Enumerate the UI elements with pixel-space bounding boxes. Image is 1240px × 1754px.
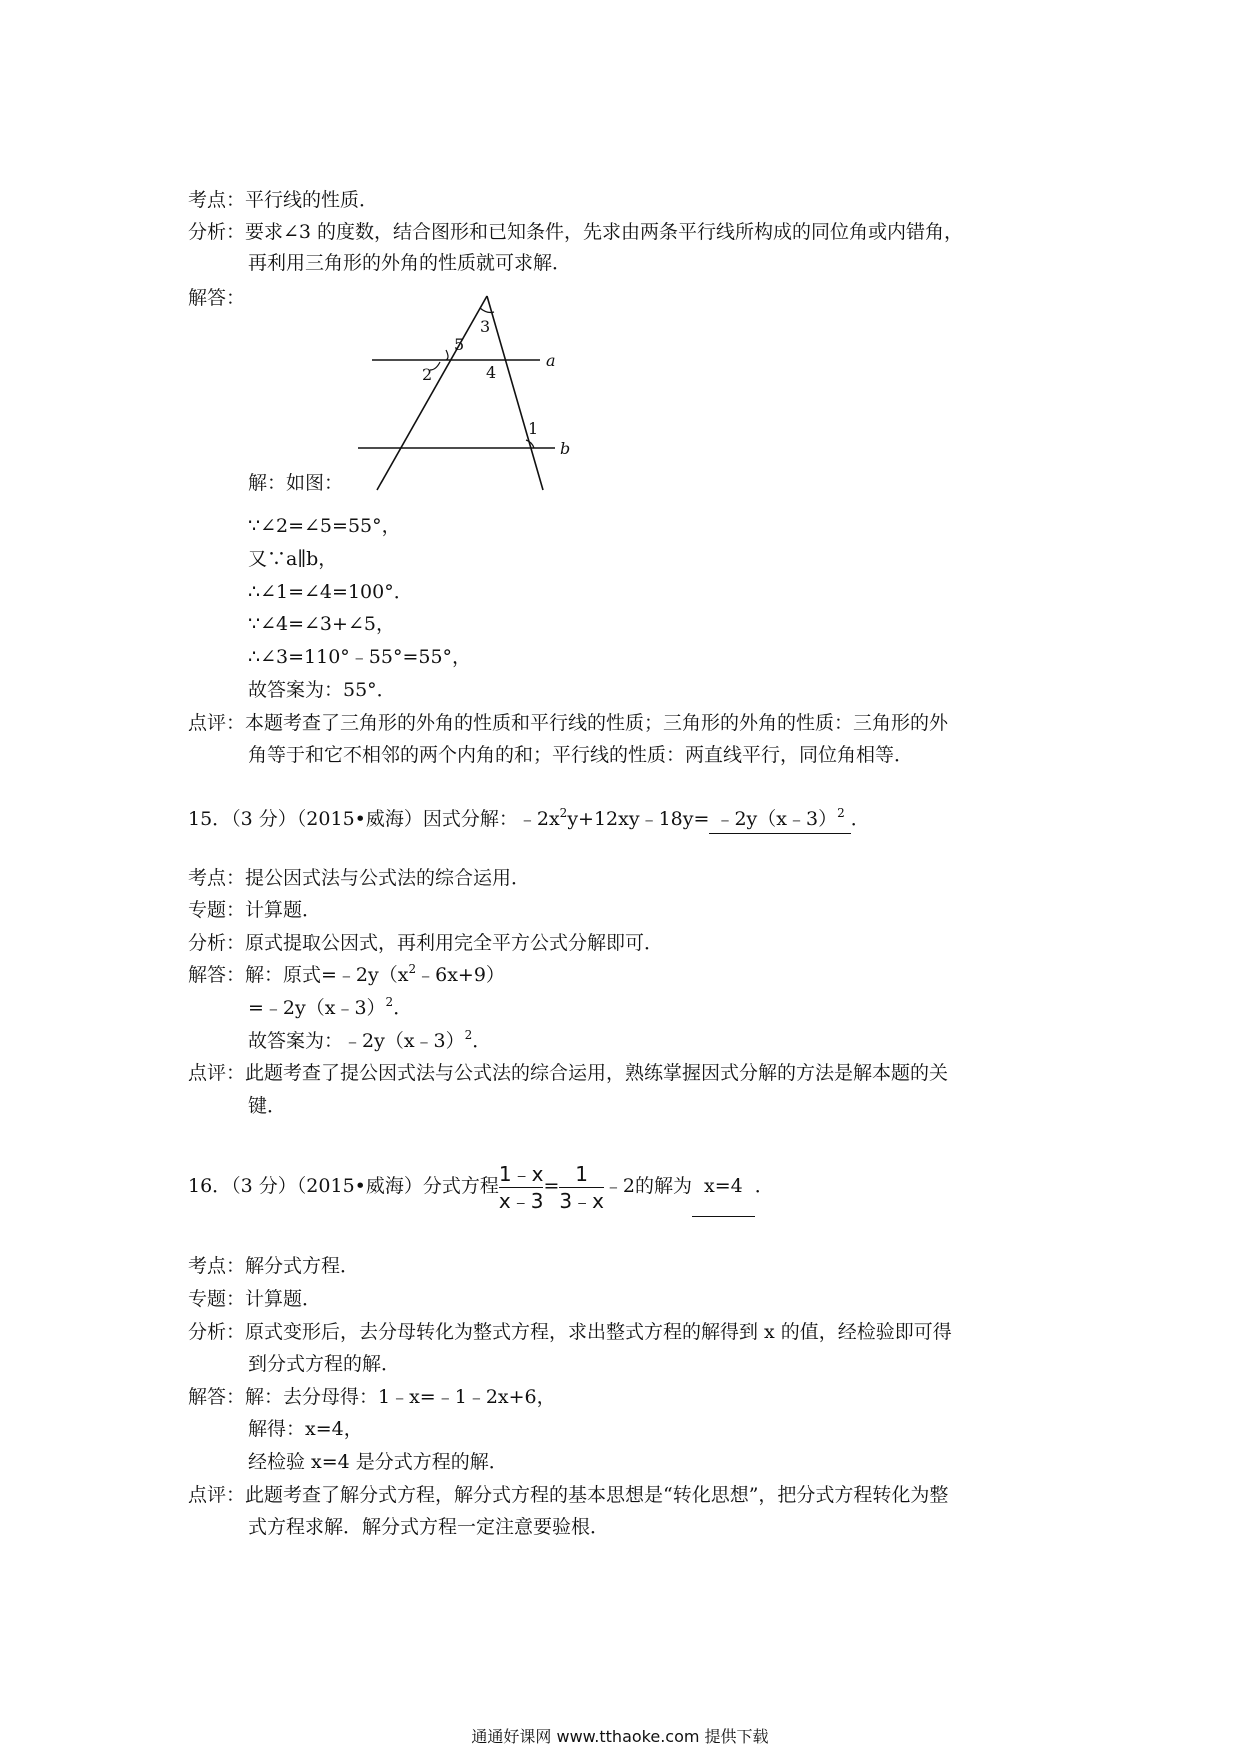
q16-dianping-line2: 式方程求解．解分式方程一定注意要验根． <box>248 1516 610 1538</box>
q16-jieda-line3: 经检验 x=4 是分式方程的解． <box>248 1451 508 1473</box>
q14-fenxi-line1: 分析：要求∠3 的度数，结合图形和已知条件，先求由两条平行线所构成的同位角或内错角， <box>188 221 964 243</box>
q15-zhuanti: 专题：计算题． <box>188 899 322 921</box>
q14-solution-line3: 又∵a∥b， <box>248 548 338 570</box>
q14-solution-line6: ∴∠3=110°﹣55°=55°， <box>248 646 472 668</box>
page-footer: 通通好课网 www.tthaoke.com 提供下载 <box>471 1727 769 1746</box>
parallel-lines-diagram <box>350 292 590 492</box>
q15-fenxi: 分析：原式提取公因式，再利用完全平方公式分解即可． <box>188 932 664 954</box>
q16-stem: 16．（3 分）（2015•威海）分式方程 $\frac{1﹣x}{x﹣3}$ = $\frac{1}{3﹣x}$ ﹣2的解为 x=4 ． <box>188 1156 774 1216</box>
label-a: a <box>546 351 556 370</box>
q15-dianping-line2: 键． <box>248 1095 287 1117</box>
label-angle4: 4 <box>486 363 497 382</box>
q14-dianping-line2: 角等于和它不相邻的两个内角的和；平行线的性质：两直线平行，同位角相等． <box>248 744 914 766</box>
q16-dianping-line1: 点评：此题考查了解分式方程，解分式方程的基本思想是“转化思想”，把分式方程转化为整 <box>188 1484 949 1506</box>
label-angle3: 3 <box>480 317 491 336</box>
q15-jieda-line3: 故答案为：﹣2y（x﹣3）$^2$． <box>248 1028 492 1052</box>
q16-fenxi-line2: 到分式方程的解． <box>248 1353 401 1375</box>
fraction-2: $\frac{1}{3﹣x}$ <box>559 1161 604 1213</box>
q14-solution-line2: ∵∠2=∠5=55°， <box>248 515 401 537</box>
triangle-left-side <box>377 296 487 490</box>
q14-jieda-label: 解答： <box>188 287 246 309</box>
q15-jieda-line1: 解答：解：原式$=﹣2y(x^2﹣6x+9)$ <box>188 962 505 986</box>
q14-dianping-line1: 点评：本题考查了三角形的外角的性质和平行线的性质；三角形的外角的性质：三角形的外 <box>188 712 949 734</box>
q15-answer: ﹣2y（x﹣3）$^2$ <box>709 807 850 834</box>
q14-solution-line1: 解：如图： <box>248 472 344 494</box>
label-b: b <box>560 439 571 458</box>
q16-jieda-line2: 解得：x=4， <box>248 1418 363 1440</box>
q15-dianping-line1: 点评：此题考查了提公因式法与公式法的综合运用，熟练掌握因式分解的方法是解本题的关 <box>188 1062 949 1084</box>
triangle-right-side <box>487 296 543 490</box>
q14-kaodian: 考点：平行线的性质． <box>188 189 379 211</box>
q16-jieda-line1: 解答：解：去分母得：1﹣x=﹣1﹣2x+6， <box>188 1386 556 1408</box>
q14-fenxi-line2: 再利用三角形的外角的性质就可求解． <box>248 252 572 274</box>
q16-fenxi-line1: 分析：原式变形后，去分母转化为整式方程，求出整式方程的解得到 x 的值，经检验即可得 <box>188 1321 952 1343</box>
q16-kaodian: 考点：解分式方程． <box>188 1255 360 1277</box>
q16-answer: x=4 <box>692 1156 755 1217</box>
q15-stem: 15．（3 分）（2015•威海）因式分解：$﹣2x^2y+12xy﹣18y=$ ﹣2y（x﹣3）$^2$ ． <box>188 807 870 834</box>
q15-jieda-line2: =﹣2y（x﹣3）$^2$． <box>248 995 413 1019</box>
label-angle1: 1 <box>528 419 539 438</box>
q16-zhuanti: 专题：计算题． <box>188 1288 322 1310</box>
label-angle2: 2 <box>422 365 433 384</box>
label-angle5: 5 <box>454 335 465 354</box>
q14-solution-line5: ∵∠4=∠3+∠5， <box>248 613 395 635</box>
q15-kaodian: 考点：提公因式法与公式法的综合运用． <box>188 867 531 889</box>
angle5-arc <box>446 350 448 360</box>
q14-solution-line4: ∴∠1=∠4=100°． <box>248 581 413 603</box>
fraction-1: $\frac{1﹣x}{x﹣3}$ <box>498 1161 544 1213</box>
q14-solution-line7: 故答案为：55°． <box>248 679 396 701</box>
